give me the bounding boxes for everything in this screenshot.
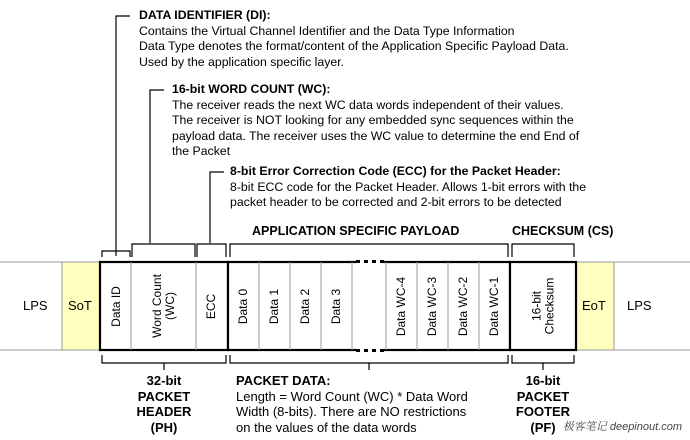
di-line: Data Type denotes the format/content of the Application Specific Payload Data.: [139, 39, 569, 53]
caption-line: 32-bit: [146, 373, 182, 388]
field-checksum: [511, 262, 575, 350]
field-label: 16-bit Checksum: [529, 277, 556, 335]
wc-line: the Packet: [172, 144, 231, 158]
field-ecc: [196, 262, 227, 350]
field-label: Data 1: [267, 288, 282, 324]
eot-label: EoT: [582, 298, 606, 313]
footer-bottom-bracket: [512, 355, 574, 363]
caption-line: (PH): [150, 419, 178, 435]
payload-gap: [356, 258, 382, 354]
ecc-bracket: [197, 244, 226, 257]
field-data-wc-2: [448, 262, 479, 350]
field-label: Data WC-1: [487, 276, 501, 336]
ecc-line: packet header to be corrected and 2-bit errors to be detected: [230, 195, 562, 209]
watermark: 极客笔记 deepinout.com: [562, 421, 682, 433]
payload-label: APPLICATION SPECIFIC PAYLOAD: [252, 224, 460, 238]
caption-line: (PF): [530, 419, 556, 435]
field-data-0: [228, 262, 259, 350]
di-title: DATA IDENTIFIER (DI):: [139, 8, 271, 22]
field-data-wc-1: [479, 262, 510, 350]
checksum-bracket: [512, 244, 574, 257]
ecc-line: 8-bit ECC code for the Packet Header. Allows 1-bit errors with the: [230, 179, 587, 194]
wc-leader-line: [150, 90, 164, 243]
header-bottom-bracket: [102, 355, 226, 363]
di-leader-line: [116, 16, 130, 256]
wc-line: payload data. The receiver uses the WC value to determine the end End of: [172, 128, 580, 143]
field-label: ECC: [204, 293, 218, 319]
field-label: Data ID: [108, 285, 123, 327]
field-label: Data WC-3: [425, 276, 439, 336]
field-label: Data 3: [329, 288, 344, 324]
wc-description: [172, 82, 579, 160]
field-label: Data 2: [298, 288, 313, 324]
caption-title: PACKET DATA:: [236, 373, 331, 388]
lps-left-label: LPS: [23, 298, 48, 313]
wc-line: The receiver reads the next WC data words independent of their values.: [172, 97, 564, 112]
caption-line: Length = Word Count (WC) * Data Word: [236, 388, 468, 404]
caption-line: FOOTER: [515, 404, 571, 419]
field-label: Data WC-4: [394, 276, 408, 336]
lps-right-label: LPS: [627, 298, 652, 313]
caption-line: HEADER: [136, 404, 192, 419]
caption-line: PACKET: [137, 388, 191, 404]
field-data-3: [321, 262, 352, 350]
di-description: [139, 8, 569, 70]
checksum-label: CHECKSUM (CS): [512, 224, 614, 238]
field-data-2: [290, 262, 321, 350]
wc-bracket: [132, 244, 195, 257]
ecc-title: 8-bit Error Correction Code (ECC) for the Packet Header:: [230, 164, 561, 178]
payload-bracket: [230, 244, 508, 257]
ecc-description: [230, 164, 586, 211]
field-label: Word Count (WC): [149, 274, 177, 338]
caption-line: PACKET: [516, 388, 570, 404]
field-data-wc-4: [386, 262, 417, 350]
wc-title: 16-bit WORD COUNT (WC):: [172, 82, 331, 96]
caption-line: on the values of the data words: [236, 419, 417, 435]
sot-label: SoT: [68, 298, 92, 313]
packet-data-caption: [236, 373, 468, 435]
field-data-1: [259, 262, 290, 350]
field-label: Data WC-2: [456, 276, 470, 336]
payload-bottom-bracket: [230, 355, 508, 363]
ecc-leader-line: [210, 172, 224, 243]
caption-line: Width (8-bits). There are NO restrictions: [236, 404, 467, 419]
wc-line: The receiver is NOT looking for any embedded sync sequences within the: [172, 113, 574, 127]
field-label: Data 0: [236, 288, 251, 324]
di-line: Contains the Virtual Channel Identifier and the Data Type Information: [139, 23, 515, 38]
di-line: Used by the application specific layer.: [139, 54, 345, 69]
packet-header-caption: [124, 373, 204, 435]
caption-line: 16-bit: [525, 373, 561, 388]
field-word-count: [131, 262, 196, 350]
field-data-wc-3: [417, 262, 448, 350]
field-data-id: [101, 262, 131, 350]
